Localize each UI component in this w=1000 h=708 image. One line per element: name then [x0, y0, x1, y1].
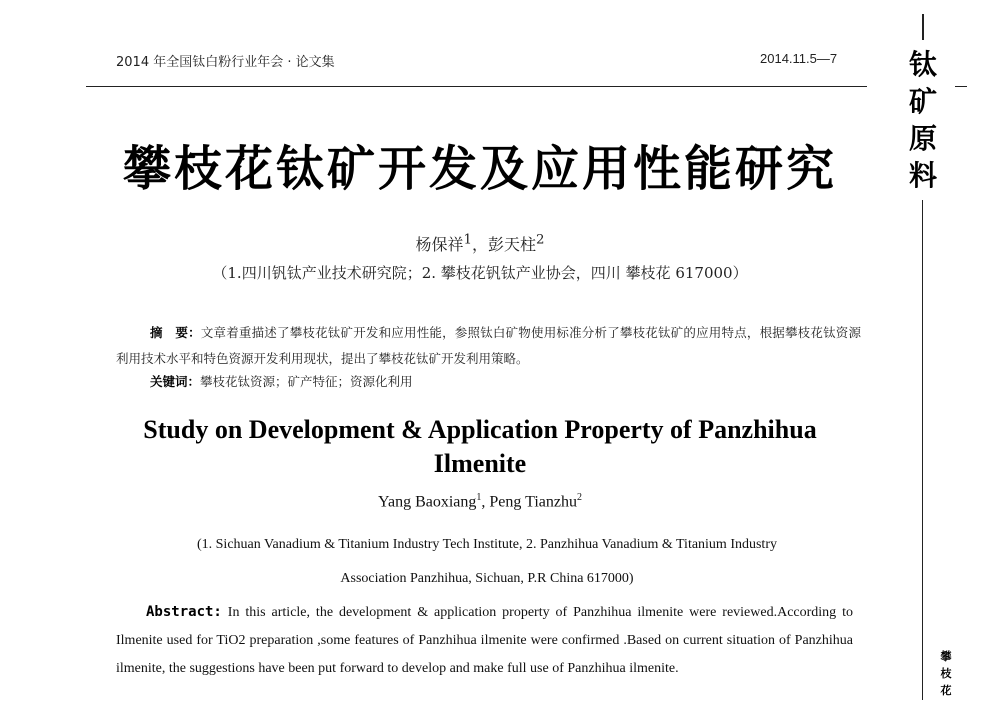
english-authors: [100, 492, 860, 511]
english-abstract-text: In this article, the development & application property of Panzhihua ilmenite were reviewed.According to Ilmenite used for TiO2 preparation ,some features of Panzhihua ilmenite were confirmed .Based on current situation of Panzhihua ilmenite, the suggestions have been put forward to develop and make full use of Panzhihua ilmenite.: [116, 605, 853, 676]
chinese-keywords: [150, 372, 850, 390]
header-date-pages: 2014.11.5—7: [760, 51, 838, 66]
chinese-abstract-text: 文章着重描述了攀枝花钛矿开发和应用性能，参照钛白矿物使用标准分析了攀枝花钛矿的应用特点，根据攀枝花钛资源利用技术水平和特色资源开发利用现状，提出了攀枝花钛矿开发利用策略。: [116, 325, 861, 366]
english-affiliation-line-1: (1. Sichuan Vanadium & Titanium Industry Tech Institute, 2. Panzhihua Vanadium & Titanium Industry: [196, 537, 777, 552]
english-author-1-superscript: 1: [476, 492, 482, 503]
side-section-title: 钛矿原料: [908, 48, 937, 192]
chinese-keywords-label: 关键词：: [150, 374, 201, 389]
author-1-superscript: 1: [463, 232, 472, 248]
side-section-subtitle: 攀枝花: [940, 650, 952, 697]
author-separator: ，: [471, 235, 488, 254]
chinese-author-2: 彭天柱: [488, 235, 537, 254]
english-abstract: [116, 598, 853, 683]
english-author-2: Peng Tianzhu: [489, 493, 577, 511]
chinese-title: 攀枝花钛矿开发及应用性能研究: [122, 141, 837, 197]
side-rule: [922, 200, 923, 700]
chinese-affiliation: （1.四川钒钛产业技术研究院；2. 攀枝花钒钛产业协会，四川 攀枝花 617000）: [212, 264, 748, 282]
side-rule-top: [922, 14, 924, 40]
chinese-abstract-label: 摘 要：: [150, 325, 201, 340]
chinese-author-1: 杨保祥: [415, 235, 464, 254]
english-affiliation-line-2: Association Panzhihua, Sichuan, P.R China 617000): [340, 571, 634, 586]
chinese-abstract: [116, 320, 861, 372]
english-author-separator: ,: [481, 493, 490, 511]
english-title: Study on Development & Application Property of Panzhihua Ilmenite: [143, 415, 817, 478]
chinese-keywords-text: 攀枝花钛资源；矿产特征；资源化利用: [200, 374, 413, 389]
english-author-2-superscript: 2: [576, 492, 582, 503]
english-abstract-label: Abstract:: [146, 604, 222, 620]
chinese-authors: [100, 232, 860, 255]
side-dash: [955, 86, 967, 87]
journal-header: 2014 年全国钛白粉行业年会 · 论文集: [116, 55, 335, 70]
english-author-1: Yang Baoxiang: [378, 493, 477, 511]
header-rule: [86, 86, 867, 87]
english-affiliation: [116, 528, 858, 596]
author-2-superscript: 2: [536, 232, 545, 248]
